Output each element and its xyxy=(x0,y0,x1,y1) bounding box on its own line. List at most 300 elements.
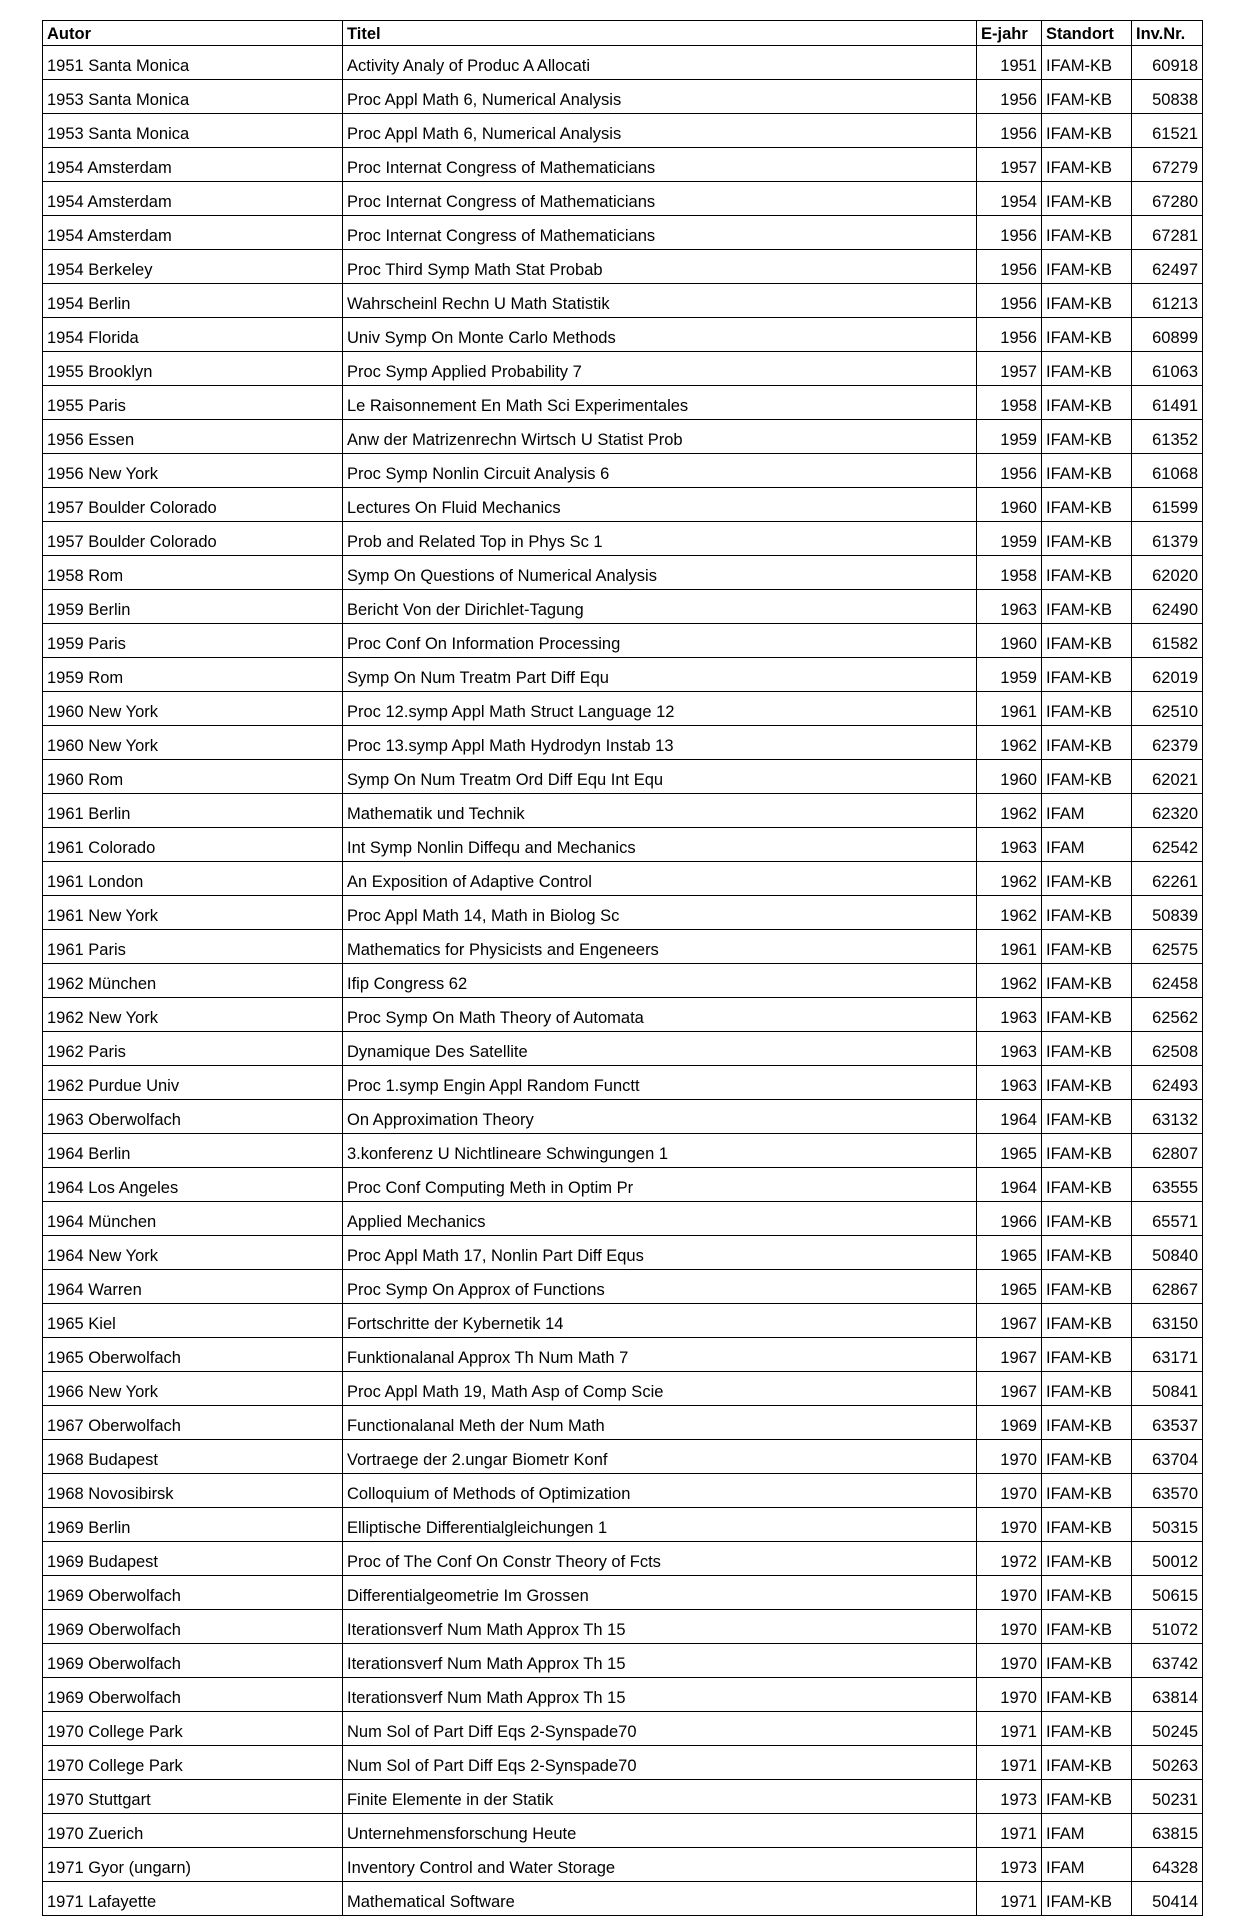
cell-titel: Functionalanal Meth der Num Math xyxy=(343,1406,977,1440)
cell-titel: Dynamique Des Satellite xyxy=(343,1032,977,1066)
table-row xyxy=(43,1236,1203,1270)
cell-autor: 1961 New York xyxy=(43,896,343,930)
cell-autor: 1970 College Park xyxy=(43,1746,343,1780)
cell-standort: IFAM-KB xyxy=(1042,1610,1132,1644)
cell-standort: IFAM-KB xyxy=(1042,590,1132,624)
cell-autor: 1969 Budapest xyxy=(43,1542,343,1576)
cell-titel: Proc 13.symp Appl Math Hydrodyn Instab 13 xyxy=(343,726,977,760)
header-row xyxy=(43,21,1203,46)
cell-titel: Prob and Related Top in Phys Sc 1 xyxy=(343,522,977,556)
cell-autor: 1970 College Park xyxy=(43,1712,343,1746)
cell-inv-nr: 50615 xyxy=(1132,1576,1203,1610)
cell-inv-nr: 50838 xyxy=(1132,80,1203,114)
cell-titel: Le Raisonnement En Math Sci Experimentales xyxy=(343,386,977,420)
cell-e-jahr: 1962 xyxy=(977,862,1042,896)
cell-standort: IFAM-KB xyxy=(1042,1576,1132,1610)
cell-inv-nr: 50315 xyxy=(1132,1508,1203,1542)
cell-e-jahr: 1971 xyxy=(977,1712,1042,1746)
table-row xyxy=(43,182,1203,216)
cell-inv-nr: 63815 xyxy=(1132,1814,1203,1848)
cell-titel: Mathematical Software xyxy=(343,1882,977,1916)
cell-titel: Bericht Von der Dirichlet-Tagung xyxy=(343,590,977,624)
table-row xyxy=(43,1644,1203,1678)
cell-autor: 1961 Berlin xyxy=(43,794,343,828)
cell-autor: 1954 Amsterdam xyxy=(43,148,343,182)
cell-standort: IFAM-KB xyxy=(1042,1338,1132,1372)
cell-titel: Proc Appl Math 19, Math Asp of Comp Scie xyxy=(343,1372,977,1406)
cell-e-jahr: 1963 xyxy=(977,998,1042,1032)
cell-e-jahr: 1951 xyxy=(977,46,1042,80)
cell-inv-nr: 62379 xyxy=(1132,726,1203,760)
cell-e-jahr: 1961 xyxy=(977,930,1042,964)
table-row xyxy=(43,794,1203,828)
cell-e-jahr: 1963 xyxy=(977,590,1042,624)
cell-autor: 1969 Oberwolfach xyxy=(43,1610,343,1644)
cell-inv-nr: 62020 xyxy=(1132,556,1203,590)
table-row xyxy=(43,1848,1203,1882)
cell-titel: Mathematik und Technik xyxy=(343,794,977,828)
table-row xyxy=(43,80,1203,114)
table-row xyxy=(43,1440,1203,1474)
table-row xyxy=(43,624,1203,658)
cell-standort: IFAM-KB xyxy=(1042,1644,1132,1678)
cell-titel: Lectures On Fluid Mechanics xyxy=(343,488,977,522)
cell-inv-nr: 61582 xyxy=(1132,624,1203,658)
cell-e-jahr: 1956 xyxy=(977,318,1042,352)
cell-autor: 1955 Brooklyn xyxy=(43,352,343,386)
cell-standort: IFAM-KB xyxy=(1042,556,1132,590)
cell-e-jahr: 1962 xyxy=(977,896,1042,930)
cell-titel: Proc Conf Computing Meth in Optim Pr xyxy=(343,1168,977,1202)
cell-e-jahr: 1960 xyxy=(977,488,1042,522)
cell-autor: 1959 Paris xyxy=(43,624,343,658)
cell-e-jahr: 1958 xyxy=(977,556,1042,590)
cell-autor: 1969 Oberwolfach xyxy=(43,1678,343,1712)
cell-standort: IFAM xyxy=(1042,794,1132,828)
cell-inv-nr: 50839 xyxy=(1132,896,1203,930)
cell-autor: 1964 Los Angeles xyxy=(43,1168,343,1202)
table-row xyxy=(43,1780,1203,1814)
cell-titel: Proc 1.symp Engin Appl Random Functt xyxy=(343,1066,977,1100)
cell-e-jahr: 1965 xyxy=(977,1236,1042,1270)
cell-inv-nr: 61521 xyxy=(1132,114,1203,148)
table-row xyxy=(43,352,1203,386)
header-e-jahr: E-jahr xyxy=(977,21,1042,46)
cell-autor: 1971 Gyor (ungarn) xyxy=(43,1848,343,1882)
cell-standort: IFAM-KB xyxy=(1042,1406,1132,1440)
cell-titel: Proc Third Symp Math Stat Probab xyxy=(343,250,977,284)
cell-autor: 1966 New York xyxy=(43,1372,343,1406)
cell-titel: Proc Appl Math 17, Nonlin Part Diff Equs xyxy=(343,1236,977,1270)
table-row xyxy=(43,46,1203,80)
cell-inv-nr: 61213 xyxy=(1132,284,1203,318)
cell-autor: 1959 Rom xyxy=(43,658,343,692)
cell-inv-nr: 62562 xyxy=(1132,998,1203,1032)
cell-e-jahr: 1959 xyxy=(977,420,1042,454)
cell-autor: 1962 Purdue Univ xyxy=(43,1066,343,1100)
cell-titel: Unternehmensforschung Heute xyxy=(343,1814,977,1848)
table-row xyxy=(43,1712,1203,1746)
cell-inv-nr: 63555 xyxy=(1132,1168,1203,1202)
cell-autor: 1970 Stuttgart xyxy=(43,1780,343,1814)
cell-e-jahr: 1956 xyxy=(977,454,1042,488)
cell-inv-nr: 62261 xyxy=(1132,862,1203,896)
cell-inv-nr: 62458 xyxy=(1132,964,1203,998)
table-row xyxy=(43,760,1203,794)
cell-standort: IFAM-KB xyxy=(1042,896,1132,930)
table-row xyxy=(43,556,1203,590)
cell-e-jahr: 1956 xyxy=(977,80,1042,114)
table-row xyxy=(43,1746,1203,1780)
cell-titel: Proc Symp Nonlin Circuit Analysis 6 xyxy=(343,454,977,488)
cell-standort: IFAM-KB xyxy=(1042,1712,1132,1746)
cell-autor: 1954 Amsterdam xyxy=(43,216,343,250)
cell-standort: IFAM-KB xyxy=(1042,80,1132,114)
cell-standort: IFAM-KB xyxy=(1042,454,1132,488)
cell-inv-nr: 61379 xyxy=(1132,522,1203,556)
cell-inv-nr: 50263 xyxy=(1132,1746,1203,1780)
cell-standort: IFAM-KB xyxy=(1042,760,1132,794)
cell-autor: 1964 Berlin xyxy=(43,1134,343,1168)
table-row xyxy=(43,1066,1203,1100)
header-standort: Standort xyxy=(1042,21,1132,46)
cell-inv-nr: 62575 xyxy=(1132,930,1203,964)
cell-standort: IFAM-KB xyxy=(1042,1202,1132,1236)
cell-autor: 1954 Florida xyxy=(43,318,343,352)
cell-standort: IFAM-KB xyxy=(1042,726,1132,760)
cell-standort: IFAM-KB xyxy=(1042,1168,1132,1202)
cell-inv-nr: 50245 xyxy=(1132,1712,1203,1746)
cell-standort: IFAM xyxy=(1042,1848,1132,1882)
cell-titel: Proc of The Conf On Constr Theory of Fcts xyxy=(343,1542,977,1576)
table-row xyxy=(43,1678,1203,1712)
table-row xyxy=(43,862,1203,896)
cell-autor: 1960 New York xyxy=(43,726,343,760)
cell-inv-nr: 64328 xyxy=(1132,1848,1203,1882)
cell-standort: IFAM-KB xyxy=(1042,1100,1132,1134)
cell-e-jahr: 1957 xyxy=(977,148,1042,182)
cell-titel: Symp On Num Treatm Part Diff Equ xyxy=(343,658,977,692)
table-row xyxy=(43,114,1203,148)
cell-inv-nr: 67281 xyxy=(1132,216,1203,250)
cell-titel: Ifip Congress 62 xyxy=(343,964,977,998)
cell-e-jahr: 1973 xyxy=(977,1848,1042,1882)
cell-autor: 1954 Amsterdam xyxy=(43,182,343,216)
cell-titel: Fortschritte der Kybernetik 14 xyxy=(343,1304,977,1338)
cell-titel: Proc Symp Applied Probability 7 xyxy=(343,352,977,386)
table-row xyxy=(43,726,1203,760)
cell-autor: 1963 Oberwolfach xyxy=(43,1100,343,1134)
cell-e-jahr: 1964 xyxy=(977,1168,1042,1202)
cell-autor: 1961 London xyxy=(43,862,343,896)
cell-titel: Proc Appl Math 6, Numerical Analysis xyxy=(343,80,977,114)
cell-standort: IFAM-KB xyxy=(1042,352,1132,386)
cell-standort: IFAM-KB xyxy=(1042,1236,1132,1270)
cell-standort: IFAM-KB xyxy=(1042,284,1132,318)
cell-inv-nr: 50231 xyxy=(1132,1780,1203,1814)
cell-inv-nr: 50840 xyxy=(1132,1236,1203,1270)
cell-standort: IFAM-KB xyxy=(1042,1542,1132,1576)
cell-e-jahr: 1958 xyxy=(977,386,1042,420)
table-row xyxy=(43,930,1203,964)
cell-titel: Finite Elemente in der Statik xyxy=(343,1780,977,1814)
table-row xyxy=(43,1304,1203,1338)
cell-autor: 1968 Novosibirsk xyxy=(43,1474,343,1508)
cell-standort: IFAM-KB xyxy=(1042,998,1132,1032)
cell-titel: Iterationsverf Num Math Approx Th 15 xyxy=(343,1678,977,1712)
cell-titel: Univ Symp On Monte Carlo Methods xyxy=(343,318,977,352)
cell-standort: IFAM-KB xyxy=(1042,930,1132,964)
cell-titel: Proc Symp On Math Theory of Automata xyxy=(343,998,977,1032)
table-row xyxy=(43,1576,1203,1610)
table-row xyxy=(43,1168,1203,1202)
cell-titel: Activity Analy of Produc A Allocati xyxy=(343,46,977,80)
cell-e-jahr: 1956 xyxy=(977,114,1042,148)
cell-e-jahr: 1970 xyxy=(977,1678,1042,1712)
cell-inv-nr: 50841 xyxy=(1132,1372,1203,1406)
cell-titel: Int Symp Nonlin Diffequ and Mechanics xyxy=(343,828,977,862)
cell-standort: IFAM-KB xyxy=(1042,1474,1132,1508)
cell-autor: 1964 Warren xyxy=(43,1270,343,1304)
cell-autor: 1954 Berlin xyxy=(43,284,343,318)
table-row xyxy=(43,1542,1203,1576)
cell-e-jahr: 1962 xyxy=(977,794,1042,828)
cell-standort: IFAM-KB xyxy=(1042,1746,1132,1780)
cell-e-jahr: 1971 xyxy=(977,1814,1042,1848)
cell-e-jahr: 1966 xyxy=(977,1202,1042,1236)
cell-titel: Proc Internat Congress of Mathematicians xyxy=(343,148,977,182)
table-row xyxy=(43,1338,1203,1372)
table-row xyxy=(43,590,1203,624)
table-row xyxy=(43,284,1203,318)
cell-inv-nr: 63132 xyxy=(1132,1100,1203,1134)
cell-autor: 1957 Boulder Colorado xyxy=(43,488,343,522)
cell-inv-nr: 62019 xyxy=(1132,658,1203,692)
cell-titel: Num Sol of Part Diff Eqs 2-Synspade70 xyxy=(343,1712,977,1746)
table-row xyxy=(43,998,1203,1032)
cell-standort: IFAM-KB xyxy=(1042,488,1132,522)
cell-standort: IFAM-KB xyxy=(1042,1678,1132,1712)
cell-standort: IFAM-KB xyxy=(1042,1440,1132,1474)
cell-titel: Num Sol of Part Diff Eqs 2-Synspade70 xyxy=(343,1746,977,1780)
cell-inv-nr: 61599 xyxy=(1132,488,1203,522)
cell-titel: Differentialgeometrie Im Grossen xyxy=(343,1576,977,1610)
table-row xyxy=(43,658,1203,692)
cell-e-jahr: 1960 xyxy=(977,760,1042,794)
cell-standort: IFAM-KB xyxy=(1042,182,1132,216)
cell-titel: Elliptische Differentialgleichungen 1 xyxy=(343,1508,977,1542)
cell-standort: IFAM-KB xyxy=(1042,216,1132,250)
cell-autor: 1951 Santa Monica xyxy=(43,46,343,80)
cell-e-jahr: 1971 xyxy=(977,1746,1042,1780)
cell-standort: IFAM-KB xyxy=(1042,624,1132,658)
table-row xyxy=(43,1100,1203,1134)
cell-standort: IFAM xyxy=(1042,1814,1132,1848)
cell-inv-nr: 62867 xyxy=(1132,1270,1203,1304)
cell-e-jahr: 1963 xyxy=(977,828,1042,862)
table-row xyxy=(43,1032,1203,1066)
cell-autor: 1961 Colorado xyxy=(43,828,343,862)
cell-titel: Proc Conf On Information Processing xyxy=(343,624,977,658)
table-row xyxy=(43,148,1203,182)
cell-titel: Proc Symp On Approx of Functions xyxy=(343,1270,977,1304)
cell-titel: Symp On Num Treatm Ord Diff Equ Int Equ xyxy=(343,760,977,794)
cell-e-jahr: 1970 xyxy=(977,1474,1042,1508)
cell-inv-nr: 62320 xyxy=(1132,794,1203,828)
table-row xyxy=(43,488,1203,522)
cell-e-jahr: 1961 xyxy=(977,692,1042,726)
cell-inv-nr: 63704 xyxy=(1132,1440,1203,1474)
cell-standort: IFAM xyxy=(1042,828,1132,862)
cell-autor: 1968 Budapest xyxy=(43,1440,343,1474)
table-row xyxy=(43,216,1203,250)
cell-titel: Colloquium of Methods of Optimization xyxy=(343,1474,977,1508)
cell-e-jahr: 1962 xyxy=(977,726,1042,760)
cell-e-jahr: 1970 xyxy=(977,1508,1042,1542)
cell-titel: Iterationsverf Num Math Approx Th 15 xyxy=(343,1644,977,1678)
header-autor: Autor xyxy=(43,21,343,46)
cell-e-jahr: 1956 xyxy=(977,216,1042,250)
cell-inv-nr: 65571 xyxy=(1132,1202,1203,1236)
cell-inv-nr: 51072 xyxy=(1132,1610,1203,1644)
table-row xyxy=(43,1882,1203,1916)
cell-inv-nr: 63570 xyxy=(1132,1474,1203,1508)
header-inv-nr: Inv.Nr. xyxy=(1132,21,1203,46)
cell-e-jahr: 1969 xyxy=(977,1406,1042,1440)
cell-autor: 1971 Lafayette xyxy=(43,1882,343,1916)
cell-inv-nr: 60918 xyxy=(1132,46,1203,80)
cell-standort: IFAM-KB xyxy=(1042,522,1132,556)
cell-autor: 1962 Paris xyxy=(43,1032,343,1066)
table-row xyxy=(43,692,1203,726)
cell-inv-nr: 61063 xyxy=(1132,352,1203,386)
cell-autor: 1959 Berlin xyxy=(43,590,343,624)
cell-e-jahr: 1964 xyxy=(977,1100,1042,1134)
cell-inv-nr: 67279 xyxy=(1132,148,1203,182)
cell-e-jahr: 1970 xyxy=(977,1610,1042,1644)
cell-inv-nr: 62021 xyxy=(1132,760,1203,794)
table-row xyxy=(43,828,1203,862)
cell-e-jahr: 1957 xyxy=(977,352,1042,386)
cell-e-jahr: 1956 xyxy=(977,284,1042,318)
cell-e-jahr: 1956 xyxy=(977,250,1042,284)
cell-inv-nr: 62490 xyxy=(1132,590,1203,624)
cell-autor: 1957 Boulder Colorado xyxy=(43,522,343,556)
cell-autor: 1956 New York xyxy=(43,454,343,488)
cell-e-jahr: 1970 xyxy=(977,1576,1042,1610)
cell-autor: 1956 Essen xyxy=(43,420,343,454)
cell-e-jahr: 1973 xyxy=(977,1780,1042,1814)
cell-standort: IFAM-KB xyxy=(1042,1134,1132,1168)
cell-titel: Proc Appl Math 6, Numerical Analysis xyxy=(343,114,977,148)
cell-autor: 1969 Berlin xyxy=(43,1508,343,1542)
cell-e-jahr: 1972 xyxy=(977,1542,1042,1576)
cell-inv-nr: 62497 xyxy=(1132,250,1203,284)
cell-autor: 1969 Oberwolfach xyxy=(43,1576,343,1610)
cell-standort: IFAM-KB xyxy=(1042,318,1132,352)
cell-standort: IFAM-KB xyxy=(1042,420,1132,454)
cell-autor: 1962 New York xyxy=(43,998,343,1032)
cell-e-jahr: 1971 xyxy=(977,1882,1042,1916)
cell-autor: 1969 Oberwolfach xyxy=(43,1644,343,1678)
table-row xyxy=(43,386,1203,420)
table-row xyxy=(43,1270,1203,1304)
cell-inv-nr: 61491 xyxy=(1132,386,1203,420)
cell-titel: Anw der Matrizenrechn Wirtsch U Statist Prob xyxy=(343,420,977,454)
table-row xyxy=(43,1610,1203,1644)
cell-e-jahr: 1960 xyxy=(977,624,1042,658)
cell-inv-nr: 50414 xyxy=(1132,1882,1203,1916)
cell-standort: IFAM-KB xyxy=(1042,148,1132,182)
table-row xyxy=(43,896,1203,930)
cell-autor: 1965 Kiel xyxy=(43,1304,343,1338)
cell-titel: Inventory Control and Water Storage xyxy=(343,1848,977,1882)
cell-e-jahr: 1970 xyxy=(977,1644,1042,1678)
cell-e-jahr: 1965 xyxy=(977,1270,1042,1304)
table-row xyxy=(43,964,1203,998)
cell-autor: 1955 Paris xyxy=(43,386,343,420)
table-body xyxy=(43,46,1203,1916)
cell-autor: 1953 Santa Monica xyxy=(43,114,343,148)
cell-autor: 1970 Zuerich xyxy=(43,1814,343,1848)
cell-autor: 1962 München xyxy=(43,964,343,998)
cell-inv-nr: 62510 xyxy=(1132,692,1203,726)
cell-standort: IFAM-KB xyxy=(1042,1780,1132,1814)
cell-e-jahr: 1967 xyxy=(977,1304,1042,1338)
cell-autor: 1967 Oberwolfach xyxy=(43,1406,343,1440)
cell-autor: 1964 München xyxy=(43,1202,343,1236)
cell-standort: IFAM-KB xyxy=(1042,1270,1132,1304)
cell-standort: IFAM-KB xyxy=(1042,1032,1132,1066)
cell-titel: Proc Internat Congress of Mathematicians xyxy=(343,182,977,216)
cell-e-jahr: 1954 xyxy=(977,182,1042,216)
cell-inv-nr: 61352 xyxy=(1132,420,1203,454)
cell-autor: 1964 New York xyxy=(43,1236,343,1270)
table-row xyxy=(43,1134,1203,1168)
cell-standort: IFAM-KB xyxy=(1042,1882,1132,1916)
cell-standort: IFAM-KB xyxy=(1042,114,1132,148)
cell-inv-nr: 67280 xyxy=(1132,182,1203,216)
cell-standort: IFAM-KB xyxy=(1042,1304,1132,1338)
cell-titel: Proc 12.symp Appl Math Struct Language 12 xyxy=(343,692,977,726)
cell-titel: On Approximation Theory xyxy=(343,1100,977,1134)
table-row xyxy=(43,318,1203,352)
cell-autor: 1961 Paris xyxy=(43,930,343,964)
catalog-table xyxy=(42,20,1203,1916)
cell-inv-nr: 60899 xyxy=(1132,318,1203,352)
cell-standort: IFAM-KB xyxy=(1042,658,1132,692)
cell-inv-nr: 63171 xyxy=(1132,1338,1203,1372)
cell-e-jahr: 1967 xyxy=(977,1372,1042,1406)
cell-standort: IFAM-KB xyxy=(1042,1508,1132,1542)
cell-autor: 1965 Oberwolfach xyxy=(43,1338,343,1372)
cell-standort: IFAM-KB xyxy=(1042,692,1132,726)
cell-standort: IFAM-KB xyxy=(1042,862,1132,896)
cell-inv-nr: 62807 xyxy=(1132,1134,1203,1168)
cell-e-jahr: 1962 xyxy=(977,964,1042,998)
cell-e-jahr: 1959 xyxy=(977,522,1042,556)
cell-titel: An Exposition of Adaptive Control xyxy=(343,862,977,896)
cell-e-jahr: 1963 xyxy=(977,1032,1042,1066)
cell-titel: 3.konferenz U Nichtlineare Schwingungen 1 xyxy=(343,1134,977,1168)
cell-e-jahr: 1967 xyxy=(977,1338,1042,1372)
cell-standort: IFAM-KB xyxy=(1042,1066,1132,1100)
table-row xyxy=(43,1406,1203,1440)
cell-titel: Vortraege der 2.ungar Biometr Konf xyxy=(343,1440,977,1474)
cell-inv-nr: 63814 xyxy=(1132,1678,1203,1712)
cell-titel: Proc Internat Congress of Mathematicians xyxy=(343,216,977,250)
cell-titel: Funktionalanal Approx Th Num Math 7 xyxy=(343,1338,977,1372)
